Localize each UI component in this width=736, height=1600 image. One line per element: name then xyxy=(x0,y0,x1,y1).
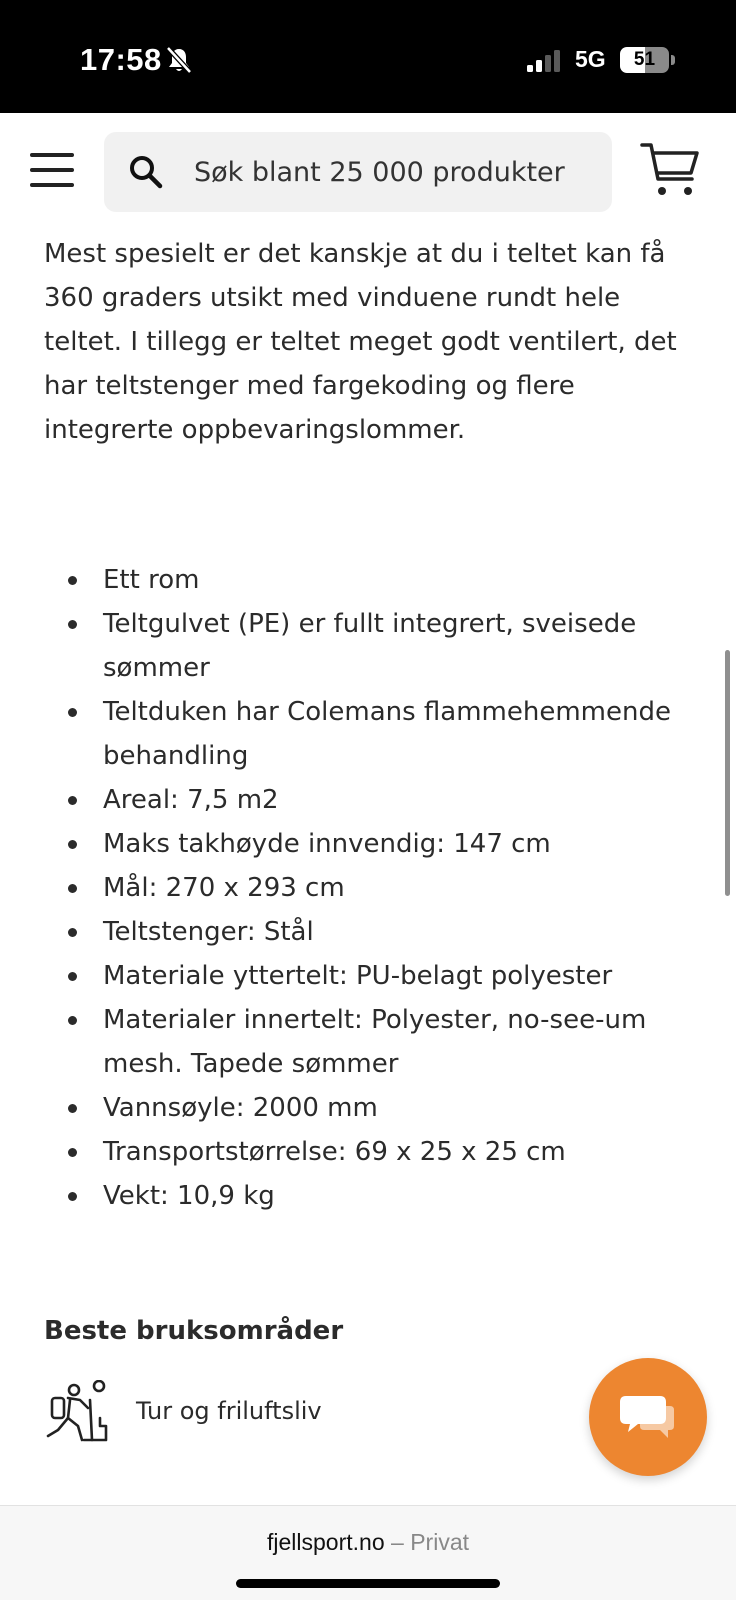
search-box[interactable] xyxy=(104,132,612,212)
list-item: Vekt: 10,9 kg xyxy=(44,1174,704,1218)
list-item: Areal: 7,5 m2 xyxy=(44,778,704,822)
list-item: Transportstørrelse: 69 x 25 x 25 cm xyxy=(44,1130,704,1174)
scrollbar-thumb[interactable] xyxy=(725,650,730,896)
feature-list xyxy=(44,558,704,1218)
list-item: Teltgulvet (PE) er fullt integrert, sveisede sømmer xyxy=(44,602,704,690)
site-header xyxy=(0,113,736,227)
battery-cap xyxy=(671,55,675,65)
usage-item-label: Tur og friluftsliv xyxy=(136,1397,322,1425)
url-separator: – xyxy=(391,1529,404,1555)
address-bar[interactable] xyxy=(0,1529,736,1556)
signal-icon xyxy=(527,50,563,72)
status-time: 17:58 xyxy=(80,42,162,77)
browsing-mode: Privat xyxy=(410,1529,469,1555)
battery-level: 51 xyxy=(633,49,656,70)
list-item: Teltduken har Colemans flammehemmende behandling xyxy=(44,690,704,778)
network-type: 5G xyxy=(575,46,606,72)
hiker-icon xyxy=(44,1380,110,1446)
description-text: Mest spesielt er det kanskje at du i teltet kan få 360 graders utsikt med vinduene rundt hele teltet. I tillegg er teltet meget godt ventilert, det har teltstenger med fargekoding og flere integrerte oppbevaringslommer. xyxy=(44,239,677,445)
list-item: Materiale yttertelt: PU-belagt polyester xyxy=(44,954,704,998)
list-item: Vannsøyle: 2000 mm xyxy=(44,1086,704,1130)
usage-section-title: Beste bruksområder xyxy=(44,1316,344,1346)
list-item: Materialer innertelt: Polyester, no-see-um mesh. Tapede sømmer xyxy=(44,998,704,1086)
list-item: Mål: 270 x 293 cm xyxy=(44,866,704,910)
browser-bottom-bar xyxy=(0,1505,736,1600)
search-input[interactable] xyxy=(194,132,604,212)
chat-bubbles-icon xyxy=(620,1392,676,1442)
bell-slash-icon xyxy=(166,46,192,74)
chat-button[interactable] xyxy=(589,1358,707,1476)
url-domain: fjellsport.no xyxy=(267,1529,385,1555)
list-item: Ett rom xyxy=(44,558,704,602)
list-item: Maks takhøyde innvendig: 147 cm xyxy=(44,822,704,866)
hamburger-menu-icon[interactable] xyxy=(30,153,74,187)
list-item: Teltstenger: Stål xyxy=(44,910,704,954)
product-description xyxy=(44,232,704,1211)
home-indicator[interactable] xyxy=(236,1579,500,1588)
status-bar xyxy=(0,0,736,113)
search-icon xyxy=(128,154,164,190)
shopping-cart-icon[interactable] xyxy=(640,141,700,199)
battery-icon xyxy=(620,47,669,73)
